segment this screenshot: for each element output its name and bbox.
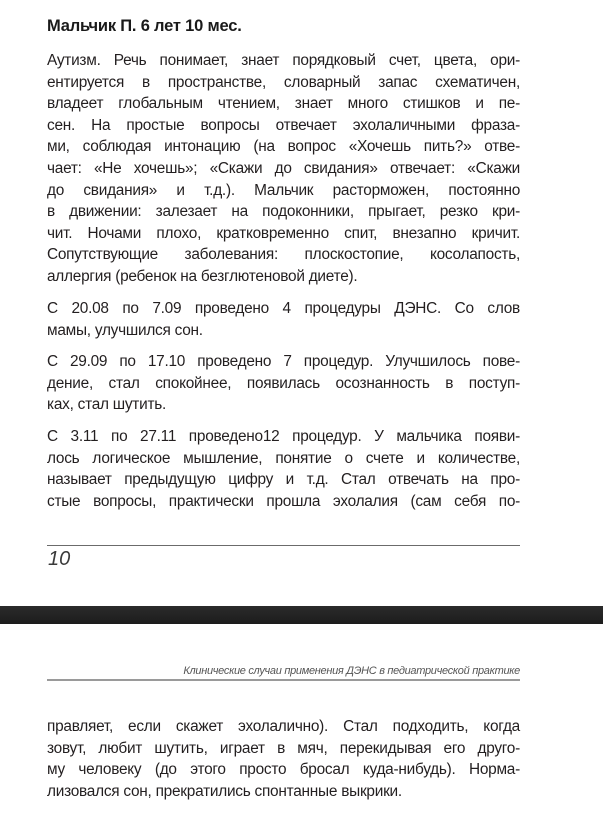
text-line: дение, стал спокойнее, появилась осознанность в поступ-: [47, 374, 520, 392]
text-line: лось логическое мышление, понятие о счете и количестве,: [47, 449, 520, 467]
text-line: лизовался сон, прекратились спонтанные выкрики.: [47, 782, 402, 800]
text-line: в движении: залезает на подоконники, прыгает, резко кри-: [47, 203, 520, 221]
paragraph-treatment-1: [47, 298, 520, 341]
text-line: стые вопросы, практически прошла эхолалия (сам себя по-: [47, 492, 520, 510]
text-line: называет предыдущую цифру и т.д. Стал отвечать на про-: [47, 471, 520, 489]
paragraph-treatment-2: [47, 351, 520, 416]
paragraph-treatment-3: [47, 426, 520, 512]
text-line: С 20.08 по 7.09 проведено 4 процедуры ДЭНС. Со слов: [47, 300, 520, 317]
text-line: Сопутствующие заболевания: плоскостопие, косолапость,: [47, 246, 520, 264]
text-line: С 3.11 по 27.11 проведено12 процедур. У мальчика появи-: [47, 428, 520, 445]
text-line: чает: «Не хочешь»; «Скажи до свидания» отвечает: «Скажи: [47, 159, 520, 177]
text-line: правляет, если скажет эхолалично). Стал подходить, когда: [47, 718, 520, 735]
text-line: аллергия (ребенок на безглютеновой диете).: [47, 267, 358, 285]
case-title: Мальчик П. 6 лет 10 мес.: [47, 17, 242, 35]
text-line: сен. На простые вопросы отвечает эхолаличными фраза-: [47, 116, 520, 134]
text-line: чит. Ночами плохо, кратковременно спит, внезапно кричит.: [47, 224, 520, 242]
running-header: Клинические случаи применения ДЭНС в педиатрической практике: [183, 665, 520, 677]
text-line: мамы, улучшился сон.: [47, 321, 203, 339]
text-line: С 29.09 по 17.10 проведено 7 процедур. Улучшилось пове-: [47, 353, 520, 370]
text-line: зовут, любит шутить, играет в мяч, перекидывая его друго-: [47, 739, 520, 757]
page-separator: [0, 606, 603, 624]
page-number: 10: [48, 548, 71, 570]
paragraph-continuation: [47, 716, 520, 802]
text-line: до свидания» и т.д.). Мальчик расторможен, постоянно: [47, 181, 520, 199]
paragraph-case-description: [47, 50, 520, 288]
header-rule: [47, 679, 520, 681]
text-line: ми, соблюдая интонацию (на вопрос «Хочешь пить?» отве-: [47, 138, 520, 156]
text-line: ках, стал шутить.: [47, 396, 167, 414]
text-line: владеет глобальным чтением, знает много стишков и пе-: [47, 95, 520, 113]
text-line: ентируется в пространстве, словарный запас схематичен,: [47, 73, 520, 91]
footer-rule: [47, 545, 520, 546]
text-line: Аутизм. Речь понимает, знает порядковый счет, цвета, ори-: [47, 52, 520, 69]
text-line: му человеку (до этого просто бросал куда-нибудь). Норма-: [47, 761, 520, 779]
